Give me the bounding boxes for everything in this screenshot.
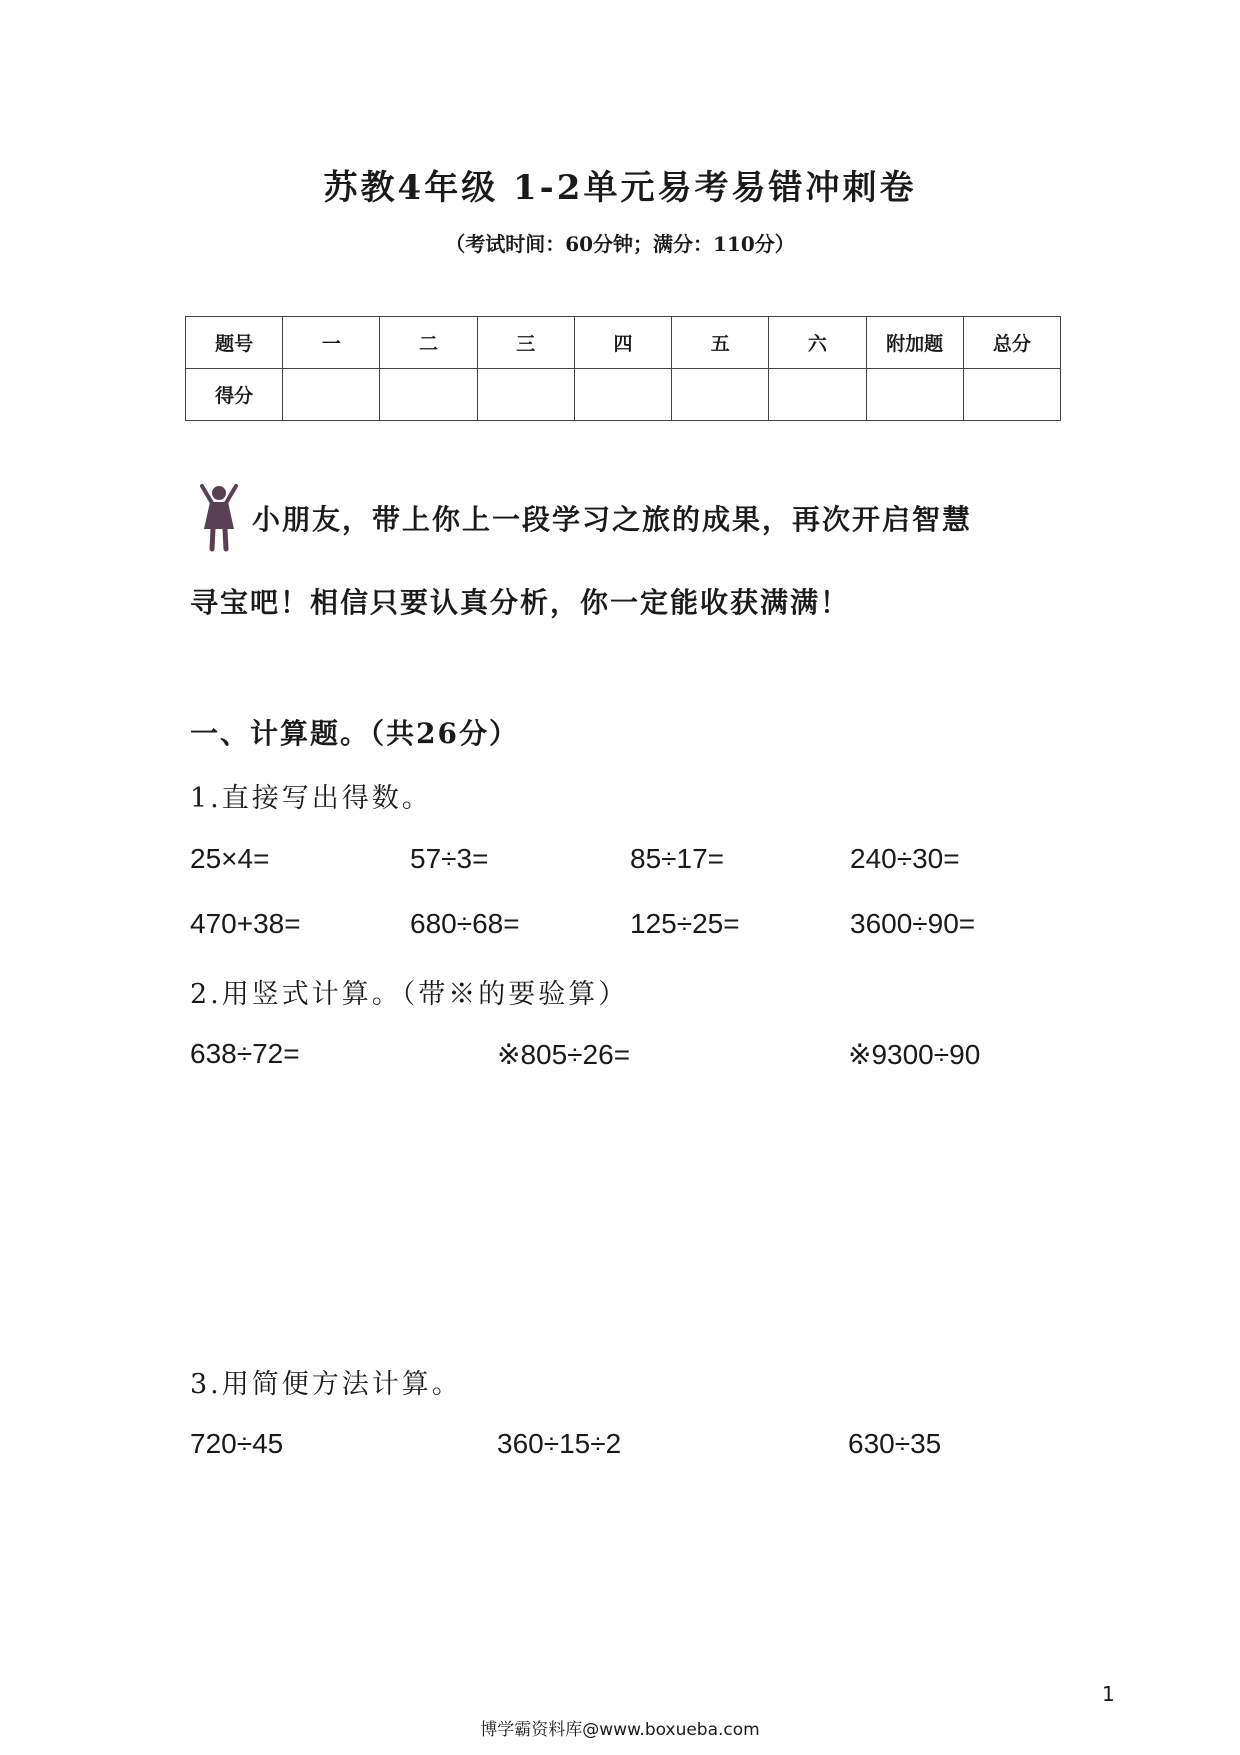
score-cell[interactable]	[963, 369, 1060, 421]
expression: 470+38=	[190, 908, 301, 939]
expression: 3600÷90=	[850, 908, 976, 939]
score-cell[interactable]	[866, 369, 963, 421]
expression: 57÷3=	[410, 843, 489, 874]
score-cell[interactable]	[769, 369, 866, 421]
expression: 85÷17=	[630, 843, 725, 874]
score-table-score-row	[186, 369, 1061, 421]
intro-line-1: 小朋友，带上你上一段学习之旅的成果，再次开启智慧	[252, 503, 973, 536]
expression: ※9300÷90	[848, 1039, 981, 1070]
expression: 680÷68=	[410, 908, 520, 939]
page-number: 1	[1102, 1682, 1115, 1706]
score-cell[interactable]	[477, 369, 574, 421]
score-header-cell: 六	[769, 317, 866, 369]
expression: 25×4=	[190, 843, 270, 874]
page-title: 苏教4年级 1-2单元易考易错冲刺卷	[323, 168, 917, 208]
score-header-cell: 题号	[186, 317, 283, 369]
expression: 630÷35	[848, 1428, 942, 1459]
expression: 125÷25=	[630, 908, 740, 939]
score-header-cell: 四	[574, 317, 671, 369]
expression: 720÷45	[190, 1428, 284, 1459]
expression: 240÷30=	[850, 843, 960, 874]
expression: 638÷72=	[190, 1038, 300, 1069]
score-cell[interactable]	[574, 369, 671, 421]
expression: 360÷15÷2	[497, 1428, 622, 1459]
score-header-cell: 二	[380, 317, 477, 369]
score-header-cell: 三	[477, 317, 574, 369]
score-cell[interactable]	[283, 369, 380, 421]
score-cell[interactable]	[672, 369, 769, 421]
section-heading: 一、计算题。（共26分）	[190, 717, 519, 750]
score-row-label: 得分	[186, 369, 283, 421]
footer-watermark: 博学霸资料库@www.boxueba.com	[480, 1720, 760, 1740]
exam-info: （考试时间：60分钟；满分：110分）	[445, 232, 795, 256]
score-header-cell: 一	[283, 317, 380, 369]
expression: ※805÷26=	[497, 1039, 631, 1070]
score-header-cell: 附加题	[866, 317, 963, 369]
score-cell[interactable]	[380, 369, 477, 421]
score-header-cell: 总分	[963, 317, 1060, 369]
girl-figure-icon	[198, 483, 240, 553]
score-header-cell: 五	[672, 317, 769, 369]
question-2-label: 2.用竖式计算。（带※的要验算）	[190, 979, 629, 1010]
score-table	[185, 316, 1061, 421]
intro-line-2: 寻宝吧！相信只要认真分析，你一定能收获满满！	[190, 586, 851, 619]
question-3-label: 3.用简便方法计算。	[190, 1369, 462, 1400]
score-table-header-row	[186, 317, 1061, 369]
question-1-label: 1.直接写出得数。	[190, 783, 432, 814]
